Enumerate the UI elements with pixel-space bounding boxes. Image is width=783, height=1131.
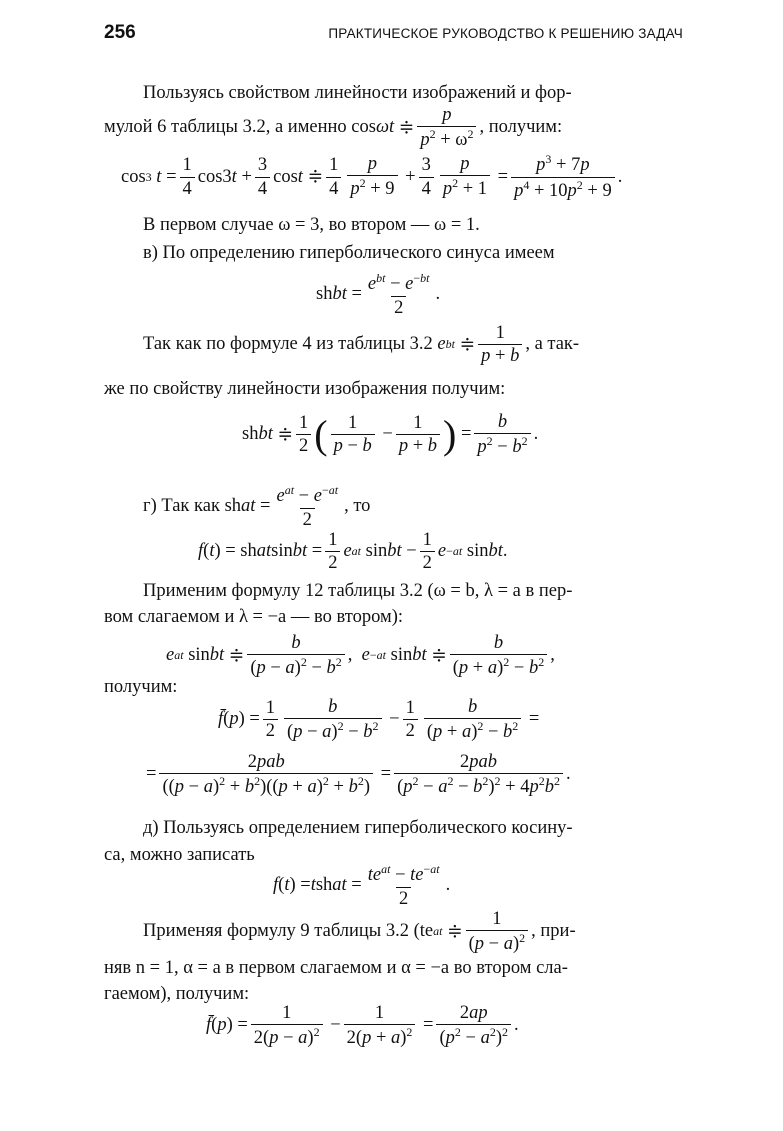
formula-formula12: e at sin bt ≑ b $(p - a)^2 - b^2$ , e −at sin bt ≑ b $(p + a)^2 - b^2$ , — [166, 633, 555, 679]
paragraph-line: Пользуясь свойством линейности изображений и фор- — [143, 83, 572, 103]
formula-line: г) Так как sh at = $e^{at} - e^{-at}$ 2 , то — [143, 483, 371, 530]
formula-f-t: f ( t ) = sh at sin bt = 1 2 e at sin bt − 1 2 e −at sin bt . — [198, 530, 508, 574]
paragraph-line: В первом случае ω = 3, во втором — ω = 1. — [143, 215, 480, 235]
formula-line: мулой 6 таблицы 3.2, а именно cos ωt ≑ p $p^2 + \omega^2$ , получим: — [104, 105, 563, 151]
paragraph-line: гаемом), получим: — [104, 984, 250, 1004]
running-title: ПРАКТИЧЕСКОЕ РУКОВОДСТВО К РЕШЕНИЮ ЗАДАЧ — [328, 26, 683, 41]
paragraph-line: в) По определению гиперболического синуса имеем — [143, 243, 555, 263]
paragraph-line: Применим формулу 12 таблицы 3.2 (ω = b, λ = a в пер- — [143, 581, 573, 601]
formula-fbar-2: = 2pab $((p - a)^2 + b^2)((p + a)^2 + b^2)$ = 2pab $(p^2 - a^2 - b^2)^2 + 4p^2b^2$ . — [146, 752, 571, 798]
paragraph-line: вом слагаемом и λ = −a — во втором): — [104, 607, 404, 627]
paragraph-line: д) Пользуясь определением гиперболического косину- — [143, 818, 573, 838]
formula-final: f̄ ( p ) = 1 $2(p - a)^2$ − 1 $2(p + a)^2$ = 2ap $(p^2 - a^2)^2$ . — [206, 1003, 519, 1049]
formula-sh-image: sh bt ≑ 1 2 ( 1 p − b − 1 p + b ) = b $p^2 - b^2$ . — [242, 411, 539, 458]
paragraph-line: няв n = 1, α = a в первом слагаемом и α = −a во втором сла- — [104, 958, 568, 978]
formula-line: Так как по формуле 4 из таблицы 3.2 e bt ≑ 1 p + b , а так- — [143, 323, 580, 367]
page-header — [104, 22, 683, 50]
page-number: 256 — [104, 22, 136, 43]
formula-line: Применяя формулу 9 таблицы 3.2 (te at ≑ 1 $(p - a)^2$ , при- — [143, 909, 576, 955]
formula-cos3: cos 3 t = 1 4 cos3 t + 3 4 cos t ≑ 1 4 p $p^2 + 9$ + 3 4 p $p^2 + 1$ = $p^3 + 7p$ $p^4 + 10p^2 + 9$ . — [121, 152, 623, 201]
formula-f-t-ch: f ( t ) = t sh at = $te^{at} - te^{-at}$ 2 . — [273, 862, 451, 909]
paragraph-line: же по свойству линейности изображения получим: — [104, 379, 506, 399]
paragraph-line: получим: — [104, 677, 178, 697]
formula-fbar-1: f̄ ( p ) = 1 2 b $(p - a)^2 - b^2$ − 1 2 b $(p + a)^2 - b^2$ = — [218, 697, 540, 743]
paragraph-line: са, можно записать — [104, 845, 255, 865]
formula-sh-def: sh bt = $e^{bt} - e^{-bt}$ 2 . — [316, 271, 441, 318]
